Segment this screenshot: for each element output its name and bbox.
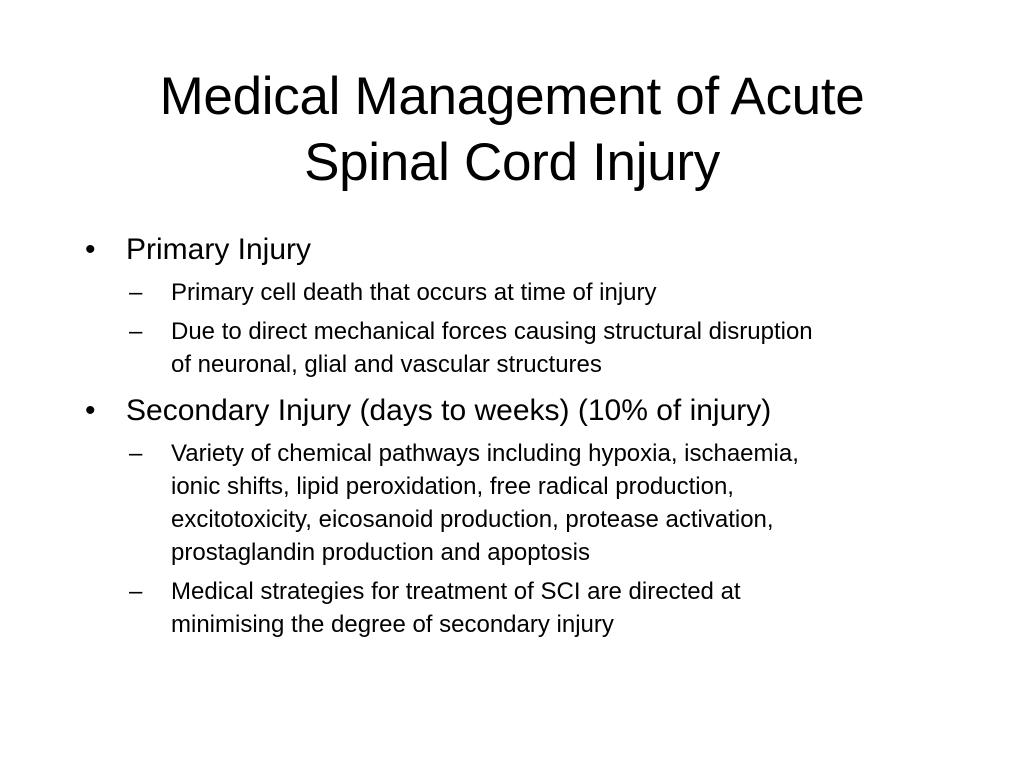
sub-bullet-item: [126, 575, 963, 641]
bullet-icon: •: [85, 394, 96, 427]
sub-bullet-text-line: prostaglandin production and apoptosis: [171, 539, 590, 566]
sub-bullet-text-line: excitotoxicity, eicosanoid production, protease activation,: [171, 506, 774, 533]
sub-bullet-text-line: of neuronal, glial and vascular structures: [171, 351, 602, 378]
bullet-text: Primary Injury: [126, 233, 312, 266]
sub-bullet-text-line: ionic shifts, lipid peroxidation, free radical production,: [171, 473, 734, 500]
dash-icon: –: [129, 578, 143, 605]
sub-bullet-item: [126, 437, 963, 569]
sub-bullet-text-line: Variety of chemical pathways including hypoxia, ischaemia,: [171, 440, 799, 467]
slide-title-line-1: Medical Management of Acute: [159, 67, 865, 126]
sub-bullet-item: [126, 276, 963, 309]
bullet-item-secondary-injury: [83, 391, 963, 431]
dash-icon: –: [129, 279, 143, 306]
bullet-icon: •: [85, 233, 96, 266]
slide-title: [40, 64, 984, 196]
bullet-item-primary-injury: [83, 230, 963, 270]
sub-bullet-list: [83, 276, 963, 381]
sub-bullet-text-line: Medical strategies for treatment of SCI are directed at: [171, 578, 741, 605]
sub-bullet-item: [126, 315, 963, 381]
dash-icon: –: [129, 318, 143, 345]
dash-icon: –: [129, 440, 143, 467]
slide-body: [83, 230, 963, 647]
slide-title-line-2: Spinal Cord Injury: [304, 133, 720, 192]
sub-bullet-list: [83, 437, 963, 641]
sub-bullet-text: Primary cell death that occurs at time of injury: [171, 279, 657, 306]
sub-bullet-text-line: Due to direct mechanical forces causing structural disruption: [171, 318, 813, 345]
sub-bullet-text-line: minimising the degree of secondary injury: [171, 611, 614, 638]
bullet-text: Secondary Injury (days to weeks) (10% of injury): [126, 394, 772, 427]
